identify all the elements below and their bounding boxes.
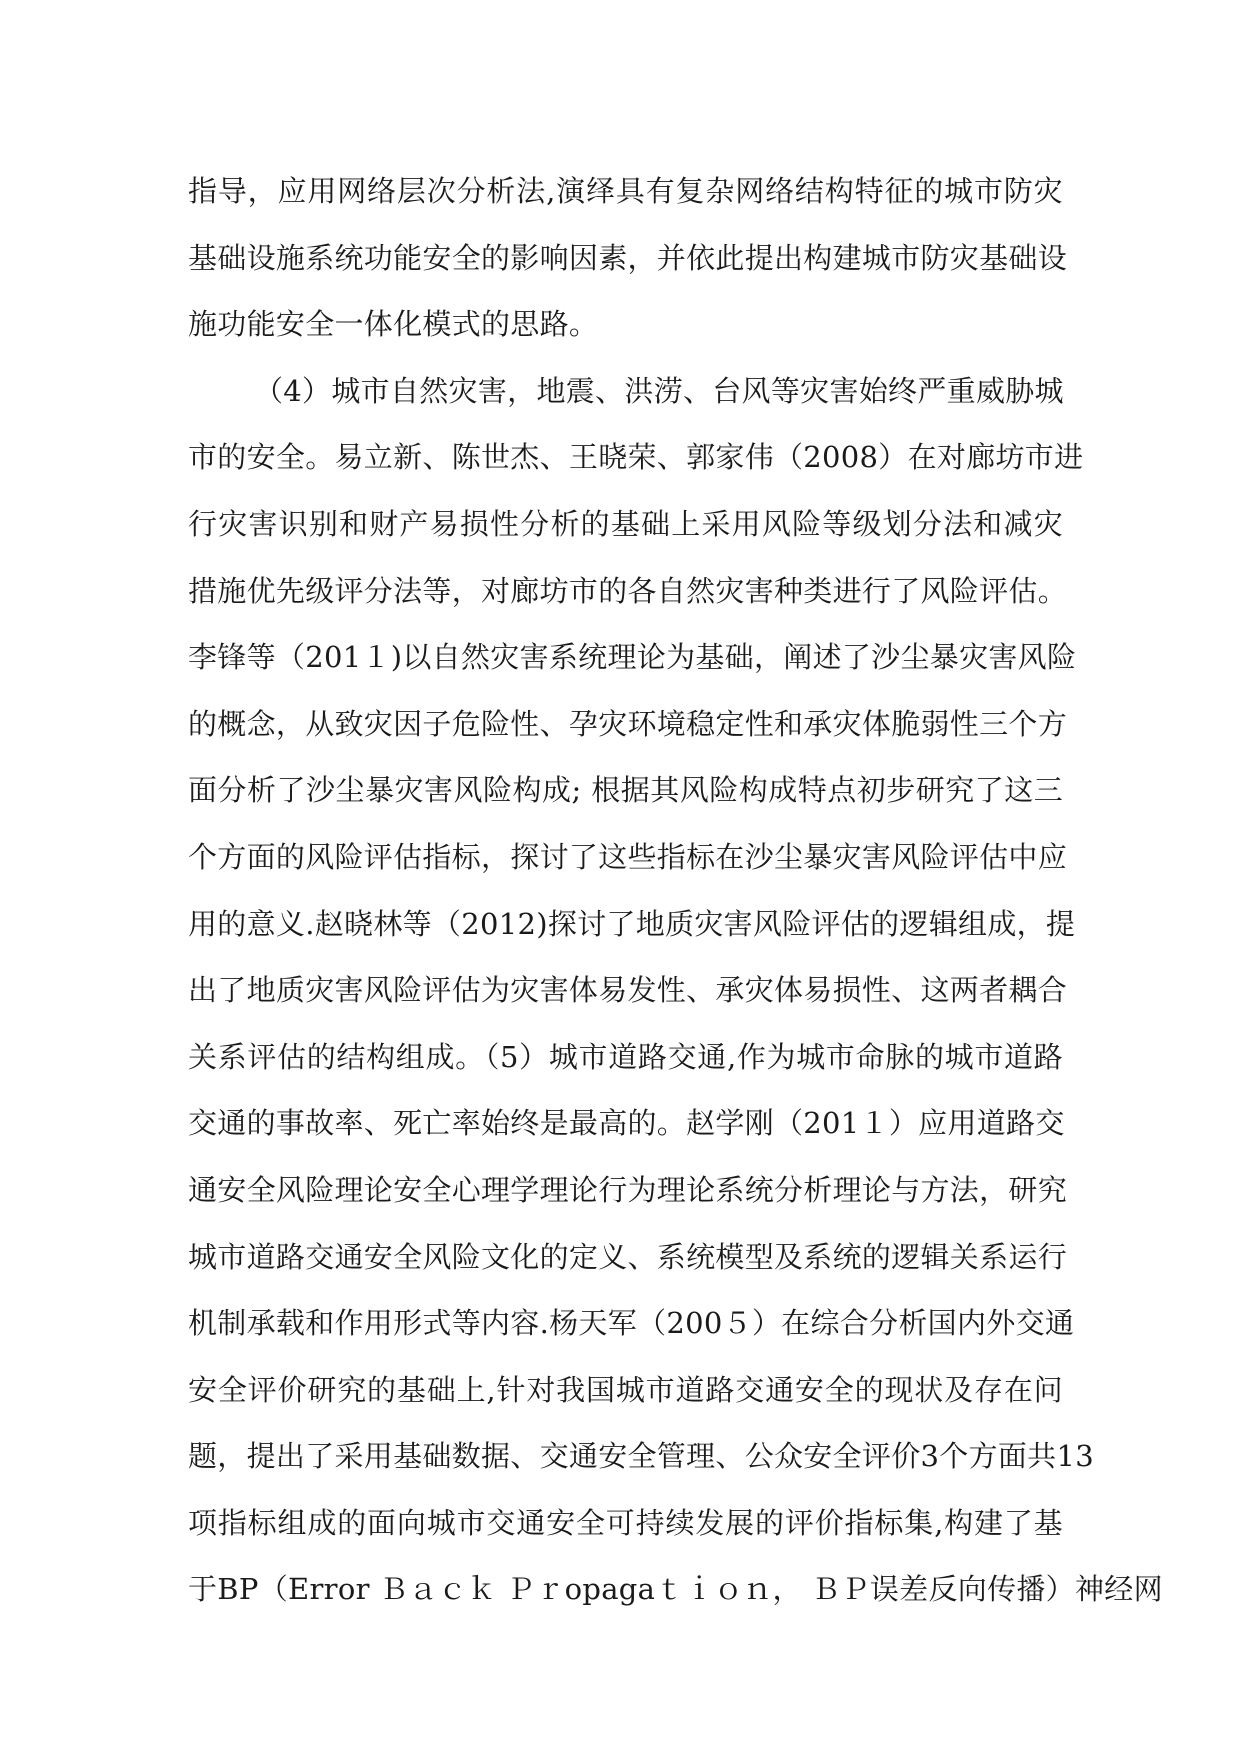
text-line: 通安全风险理论安全心理学理论行为理论系统分析理论与方法，研究 (188, 1172, 1068, 1207)
text-line: 行灾害识别和财产易损性分析的基础上采用风险等级划分法和减灾 (188, 506, 1063, 541)
text-line: 关系评估的结构组成。（5）城市道路交通,作为城市命脉的城市道路 (188, 1039, 1063, 1074)
text-line: 指导，应用网络层次分析法,演绎具有复杂网络结构特征的城市防灾 (188, 174, 1063, 208)
text-line: 机制承载和作用形式等内容.杨天军（200５）在综合分析国内外交通 (188, 1306, 1075, 1341)
text-line: 市的安全。易立新、陈世杰、王晓荣、郭家伟（2008）在对廊坊市进 (188, 440, 1084, 475)
text-line: 项指标组成的面向城市交通安全可持续发展的评价指标集,构建了基 (188, 1505, 1063, 1540)
text-line: 施功能安全一体化模式的思路。 (188, 307, 599, 342)
text-line: 城市道路交通安全风险文化的定义、系统模型及系统的逻辑关系运行 (188, 1239, 1068, 1274)
text-line: 安全评价研究的基础上,针对我国城市道路交通安全的现状及存在问 (188, 1372, 1063, 1407)
text-line: 交通的事故率、死亡率始终是最高的。赵学刚（201１）应用道路交 (188, 1106, 1065, 1141)
text-line: 题，提出了采用基础数据、交通安全管理、公众安全评价3个方面共13 (188, 1439, 1094, 1474)
text-line: 个方面的风险评估指标，探讨了这些指标在沙尘暴灾害风险评估中应 (188, 839, 1068, 874)
text-line: 于BP（Error Ｂａｃｋ Ｐｒopagaｔｉｏｎ， ＢＰ误差反向传播）神经网 (188, 1572, 1163, 1607)
text-line: 李锋等（201１)以自然灾害系统理论为基础，阐述了沙尘暴灾害风险 (188, 640, 1077, 675)
text-line: 出了地质灾害风险评估为灾害体易发性、承灾体易损性、这两者耦合 (188, 973, 1068, 1008)
text-line: 的概念，从致灾因子危险性、孕灾环境稳定性和承灾体脆弱性三个方 (188, 706, 1068, 741)
text-line: 措施优先级评分法等，对廊坊市的各自然灾害种类进行了风险评估。 (188, 573, 1068, 608)
paragraph-start-line: （4）城市自然灾害，地震、洪涝、台风等灾害始终严重威胁城 (254, 373, 1064, 408)
text-line: 基础设施系统功能安全的影响因素，并依此提出构建城市防灾基础设 (188, 240, 1068, 275)
body-text (188, 158, 1163, 1623)
text-line: 面分析了沙尘暴灾害风险构成; 根据其风险构成特点初步研究了这三 (188, 773, 1063, 808)
text-line: 用的意义.赵晓林等（2012)探讨了地质灾害风险评估的逻辑组成，提 (188, 906, 1076, 941)
